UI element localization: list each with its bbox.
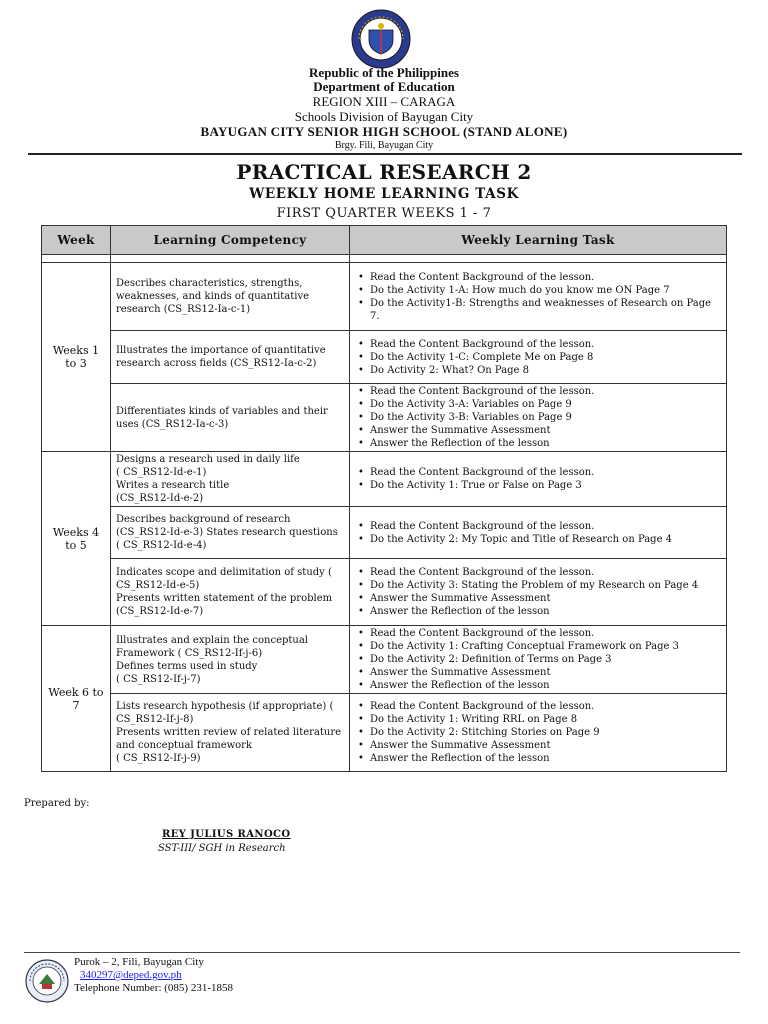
table-spacer-row xyxy=(42,255,727,263)
table-row xyxy=(42,452,727,507)
task-item: • Do the Activity 3-A: Variables on Page 9 xyxy=(355,398,721,411)
header-school: BAYUGAN CITY SENIOR HIGH SCHOOL (STAND ALONE) xyxy=(200,124,568,139)
preparer-name: REY JULIUS RANOCO xyxy=(162,829,291,840)
competency-cell: Differentiates kinds of variables and their uses (CS_RS12-Ia-c-3) xyxy=(111,384,350,452)
task-item: • Read the Content Background of the lesson. xyxy=(355,700,721,713)
learning-task-table xyxy=(41,225,727,772)
table-row xyxy=(42,331,727,384)
prepared-by-label: Prepared by: xyxy=(24,798,90,809)
task-item: • Read the Content Background of the lesson. xyxy=(355,566,721,579)
table-row xyxy=(42,507,727,559)
week-cell: Week 6 to 7 xyxy=(42,626,111,772)
task-item: • Read the Content Background of the lesson. xyxy=(355,627,721,640)
task-item: • Do the Activity 2: Stitching Stories on Page 9 xyxy=(355,726,721,739)
task-cell xyxy=(350,694,727,772)
competency-cell: Indicates scope and delimitation of study ( CS_RS12-Id-e-5) Presents written statement of the problem (CS_RS12-Id-e-7) xyxy=(111,559,350,626)
footer-address: Purok – 2, Fili, Bayugan City xyxy=(74,956,204,968)
table-row xyxy=(42,694,727,772)
task-cell xyxy=(350,331,727,384)
header-republic: Republic of the Philippines xyxy=(309,65,459,80)
task-item: • Do the Activity 3-B: Variables on Page 9 xyxy=(355,411,721,424)
quarter-label: FIRST QUARTER WEEKS 1 - 7 xyxy=(276,206,492,221)
header-division: Schools Division of Bayugan City xyxy=(294,109,474,124)
task-cell xyxy=(350,263,727,331)
task-item: • Answer the Summative Assessment xyxy=(355,666,721,679)
task-item: • Do the Activity 1-A: How much do you know me ON Page 7 xyxy=(355,284,721,297)
task-item: • Do the Activity 2: Definition of Terms on Page 3 xyxy=(355,653,721,666)
task-item: • Do Activity 2: What? On Page 8 xyxy=(355,364,721,377)
task-item: • Do the Activity 1: True or False on Page 3 xyxy=(355,479,721,492)
task-cell xyxy=(350,384,727,452)
task-cell xyxy=(350,507,727,559)
page-subtitle: WEEKLY HOME LEARNING TASK xyxy=(249,186,519,202)
school-seal-icon xyxy=(24,958,70,1004)
table-row xyxy=(42,626,727,694)
task-item: • Read the Content Background of the lesson. xyxy=(355,385,721,398)
task-item: • Read the Content Background of the lesson. xyxy=(355,466,721,479)
task-item: • Do the Activity 1: Crafting Conceptual Framework on Page 3 xyxy=(355,640,721,653)
header-week: Week xyxy=(42,226,111,255)
footer-divider xyxy=(24,952,740,953)
deped-seal-icon xyxy=(347,8,415,70)
competency-cell: Describes background of research (CS_RS12-Id-e-3) States research questions ( CS_RS12-Id-e-4) xyxy=(111,507,350,559)
header-address: Brgy. Fili, Bayugan City xyxy=(334,140,434,151)
task-item: • Read the Content Background of the lesson. xyxy=(355,338,721,351)
competency-cell: Illustrates and explain the conceptual Framework ( CS_RS12-If-j-6) Defines terms used in study ( CS_RS12-If-j-7) xyxy=(111,626,350,694)
task-item: • Answer the Summative Assessment xyxy=(355,592,721,605)
week-cell: Weeks 1 to 3 xyxy=(42,263,111,452)
task-cell xyxy=(350,626,727,694)
header-region: REGION XIII – CARAGA xyxy=(312,94,456,109)
table-row xyxy=(42,559,727,626)
preparer-position: SST-III/ SGH in Research xyxy=(158,843,286,854)
task-item: • Answer the Reflection of the lesson xyxy=(355,437,721,450)
task-item: • Answer the Summative Assessment xyxy=(355,424,721,437)
task-item: • Do the Activity 1-C: Complete Me on Page 8 xyxy=(355,351,721,364)
task-item: • Answer the Reflection of the lesson xyxy=(355,679,721,692)
footer-phone: Telephone Number: (085) 231-1858 xyxy=(74,982,233,994)
task-item: • Read the Content Background of the lesson. xyxy=(355,271,721,284)
table-row xyxy=(42,384,727,452)
header-task: Weekly Learning Task xyxy=(350,226,727,255)
page-title: PRACTICAL RESEARCH 2 xyxy=(236,160,532,184)
header-divider xyxy=(28,153,742,155)
task-cell xyxy=(350,559,727,626)
header-competency: Learning Competency xyxy=(111,226,350,255)
table-row xyxy=(42,263,727,331)
footer-email-link[interactable]: 340297@deped.gov.ph xyxy=(80,969,182,981)
task-item: • Answer the Summative Assessment xyxy=(355,739,721,752)
task-item: • Read the Content Background of the lesson. xyxy=(355,520,721,533)
competency-cell: Illustrates the importance of quantitative research across fields (CS_RS12-Ia-c-2) xyxy=(111,331,350,384)
task-item: • Do the Activity 2: My Topic and Title of Research on Page 4 xyxy=(355,533,721,546)
competency-cell: Lists research hypothesis (if appropriate) ( CS_RS12-If-j-8) Presents written review of related literature and conceptual framework ( CS_RS12-If-j-9) xyxy=(111,694,350,772)
task-item: • Do the Activity 1: Writing RRL on Page 8 xyxy=(355,713,721,726)
competency-cell: Designs a research used in daily life ( CS_RS12-Id-e-1) Writes a research title (CS_RS12-Id-e-2) xyxy=(111,452,350,507)
task-item: • Answer the Reflection of the lesson xyxy=(355,752,721,765)
week-cell: Weeks 4 to 5 xyxy=(42,452,111,626)
task-item: • Answer the Reflection of the lesson xyxy=(355,605,721,618)
task-item: • Do the Activity 3: Stating the Problem of my Research on Page 4 xyxy=(355,579,721,592)
task-cell xyxy=(350,452,727,507)
table-header-row xyxy=(42,226,727,255)
header-department: Department of Education xyxy=(313,79,455,94)
competency-cell: Describes characteristics, strengths, weaknesses, and kinds of quantitative research (CS_RS12-Ia-c-1) xyxy=(111,263,350,331)
task-item: • Do the Activity1-B: Strengths and weaknesses of Research on Page 7. xyxy=(355,297,721,323)
